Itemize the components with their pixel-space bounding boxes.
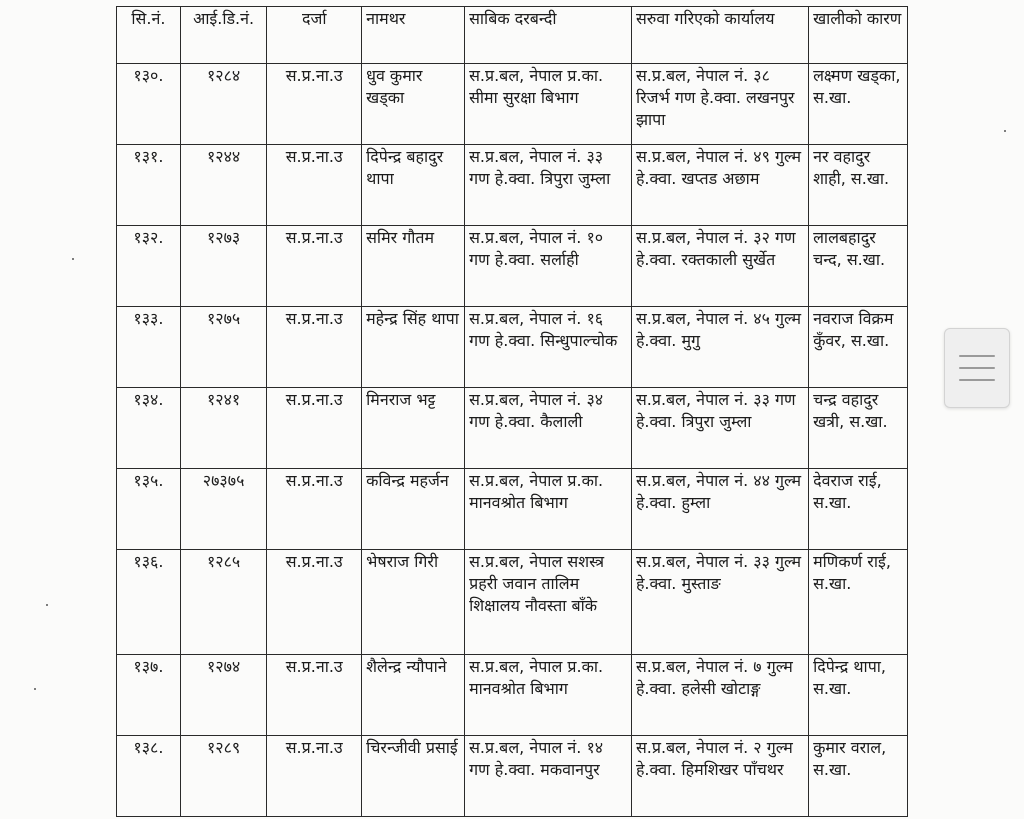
cell-name: चिरन्जीवी प्रसाई bbox=[362, 736, 465, 817]
hamburger-menu-icon-bar bbox=[959, 367, 995, 369]
cell-previous-post: स.प्र.बल, नेपाल नं. १६ गण हे.क्वा. सिन्धुपाल्चोक bbox=[465, 307, 632, 388]
cell-rank: स.प्र.ना.उ bbox=[267, 388, 362, 469]
scan-speck bbox=[46, 604, 48, 606]
table-body bbox=[117, 64, 908, 817]
cell-serial-number: १३८. bbox=[117, 736, 181, 817]
cell-vacancy-reason: लालबहादुर चन्द, स.खा. bbox=[809, 226, 908, 307]
cell-id-number: १२७३ bbox=[180, 226, 267, 307]
hamburger-menu-button[interactable] bbox=[944, 328, 1010, 408]
cell-vacancy-reason: देवराज राई, स.खा. bbox=[809, 469, 908, 550]
cell-rank: स.प्र.ना.उ bbox=[267, 226, 362, 307]
cell-vacancy-reason: नवराज विक्रम कुँवर, स.खा. bbox=[809, 307, 908, 388]
cell-vacancy-reason: दिपेन्द्र थापा, स.खा. bbox=[809, 655, 908, 736]
scan-speck bbox=[34, 688, 36, 690]
cell-rank: स.प्र.ना.उ bbox=[267, 469, 362, 550]
cell-name: मिनराज भट्ट bbox=[362, 388, 465, 469]
table-row bbox=[117, 469, 908, 550]
cell-serial-number: १३०. bbox=[117, 64, 181, 145]
table-header bbox=[117, 7, 908, 64]
header-serial-number: सि.नं. bbox=[117, 7, 181, 64]
cell-previous-post: स.प्र.बल, नेपाल प्र.का. सीमा सुरक्षा बिभाग bbox=[465, 64, 632, 145]
cell-serial-number: १३५. bbox=[117, 469, 181, 550]
cell-transferred-office: स.प्र.बल, नेपाल नं. ३८ रिजर्भ गण हे.क्वा. लखनपुर झापा bbox=[631, 64, 808, 145]
cell-id-number: १२८४ bbox=[180, 64, 267, 145]
header-transferred-office: सरुवा गरिएको कार्यालय bbox=[631, 7, 808, 64]
cell-transferred-office: स.प्र.बल, नेपाल नं. ४५ गुल्म हे.क्वा. मुगु bbox=[631, 307, 808, 388]
cell-name: कविन्द्र महर्जन bbox=[362, 469, 465, 550]
cell-id-number: १२४४ bbox=[180, 145, 267, 226]
scan-speck bbox=[1004, 130, 1006, 132]
cell-previous-post: स.प्र.बल, नेपाल प्र.का. मानवश्रोत बिभाग bbox=[465, 655, 632, 736]
cell-name: दिपेन्द्र बहादुर थापा bbox=[362, 145, 465, 226]
cell-rank: स.प्र.ना.उ bbox=[267, 655, 362, 736]
cell-previous-post: स.प्र.बल, नेपाल सशस्त्र प्रहरी जवान तालिम शिक्षालय नौवस्ता बाँके bbox=[465, 550, 632, 655]
cell-id-number: १२८५ bbox=[180, 550, 267, 655]
table-row bbox=[117, 550, 908, 655]
cell-vacancy-reason: मणिकर्ण राई, स.खा. bbox=[809, 550, 908, 655]
cell-transferred-office: स.प्र.बल, नेपाल नं. ४४ गुल्म हे.क्वा. हुम्ला bbox=[631, 469, 808, 550]
cell-previous-post: स.प्र.बल, नेपाल नं. १४ गण हे.क्वा. मकवानपुर bbox=[465, 736, 632, 817]
cell-rank: स.प्र.ना.उ bbox=[267, 307, 362, 388]
transfer-table bbox=[116, 6, 908, 817]
cell-rank: स.प्र.ना.उ bbox=[267, 64, 362, 145]
cell-id-number: १२८९ bbox=[180, 736, 267, 817]
cell-name: शैलेन्द्र न्यौपाने bbox=[362, 655, 465, 736]
cell-transferred-office: स.प्र.बल, नेपाल नं. ३३ गुल्म हे.क्वा. मुस्ताङ bbox=[631, 550, 808, 655]
cell-previous-post: स.प्र.बल, नेपाल नं. ३३ गण हे.क्वा. त्रिपुरा जुम्ला bbox=[465, 145, 632, 226]
header-rank: दर्जा bbox=[267, 7, 362, 64]
hamburger-menu-icon bbox=[959, 355, 995, 357]
table-row bbox=[117, 736, 908, 817]
table-row bbox=[117, 226, 908, 307]
cell-rank: स.प्र.ना.उ bbox=[267, 550, 362, 655]
cell-rank: स.प्र.ना.उ bbox=[267, 736, 362, 817]
header-vacancy-reason: खालीको कारण bbox=[809, 7, 908, 64]
cell-id-number: १२७५ bbox=[180, 307, 267, 388]
cell-vacancy-reason: लक्ष्मण खड्का, स.खा. bbox=[809, 64, 908, 145]
cell-rank: स.प्र.ना.उ bbox=[267, 145, 362, 226]
cell-name: धुव कुमार खड्का bbox=[362, 64, 465, 145]
table-row bbox=[117, 307, 908, 388]
table-row bbox=[117, 145, 908, 226]
cell-previous-post: स.प्र.बल, नेपाल नं. ३४ गण हे.क्वा. कैलाली bbox=[465, 388, 632, 469]
cell-serial-number: १३४. bbox=[117, 388, 181, 469]
table-row bbox=[117, 64, 908, 145]
cell-vacancy-reason: कुमार वराल, स.खा. bbox=[809, 736, 908, 817]
cell-id-number: २७३७५ bbox=[180, 469, 267, 550]
cell-id-number: १२७४ bbox=[180, 655, 267, 736]
cell-name: भेषराज गिरी bbox=[362, 550, 465, 655]
cell-serial-number: १३६. bbox=[117, 550, 181, 655]
cell-serial-number: १३७. bbox=[117, 655, 181, 736]
cell-serial-number: १३१. bbox=[117, 145, 181, 226]
header-name: नामथर bbox=[362, 7, 465, 64]
scan-speck bbox=[72, 258, 74, 260]
cell-serial-number: १३२. bbox=[117, 226, 181, 307]
cell-transferred-office: स.प्र.बल, नेपाल नं. ४९ गुल्म हे.क्वा. खप्तड अछाम bbox=[631, 145, 808, 226]
header-id-number: आई.डि.नं. bbox=[180, 7, 267, 64]
cell-vacancy-reason: चन्द्र वहादुर खत्री, स.खा. bbox=[809, 388, 908, 469]
table-row bbox=[117, 388, 908, 469]
cell-transferred-office: स.प्र.बल, नेपाल नं. ७ गुल्म हे.क्वा. हलेसी खोटाङ्ग bbox=[631, 655, 808, 736]
table-row bbox=[117, 655, 908, 736]
header-previous-post: साबिक दरबन्दी bbox=[465, 7, 632, 64]
hamburger-menu-icon-bar bbox=[959, 379, 995, 381]
cell-name: समिर गौतम bbox=[362, 226, 465, 307]
cell-transferred-office: स.प्र.बल, नेपाल नं. ३३ गण हे.क्वा. त्रिपुरा जुम्ला bbox=[631, 388, 808, 469]
cell-name: महेन्द्र सिंह थापा bbox=[362, 307, 465, 388]
cell-id-number: १२४१ bbox=[180, 388, 267, 469]
cell-serial-number: १३३. bbox=[117, 307, 181, 388]
cell-transferred-office: स.प्र.बल, नेपाल नं. २ गुल्म हे.क्वा. हिमशिखर पाँचथर bbox=[631, 736, 808, 817]
cell-transferred-office: स.प्र.बल, नेपाल नं. ३२ गण हे.क्वा. रक्तकाली सुर्खेत bbox=[631, 226, 808, 307]
cell-vacancy-reason: नर वहादुर शाही, स.खा. bbox=[809, 145, 908, 226]
cell-previous-post: स.प्र.बल, नेपाल प्र.का. मानवश्रोत बिभाग bbox=[465, 469, 632, 550]
cell-previous-post: स.प्र.बल, नेपाल नं. १० गण हे.क्वा. सर्लाही bbox=[465, 226, 632, 307]
